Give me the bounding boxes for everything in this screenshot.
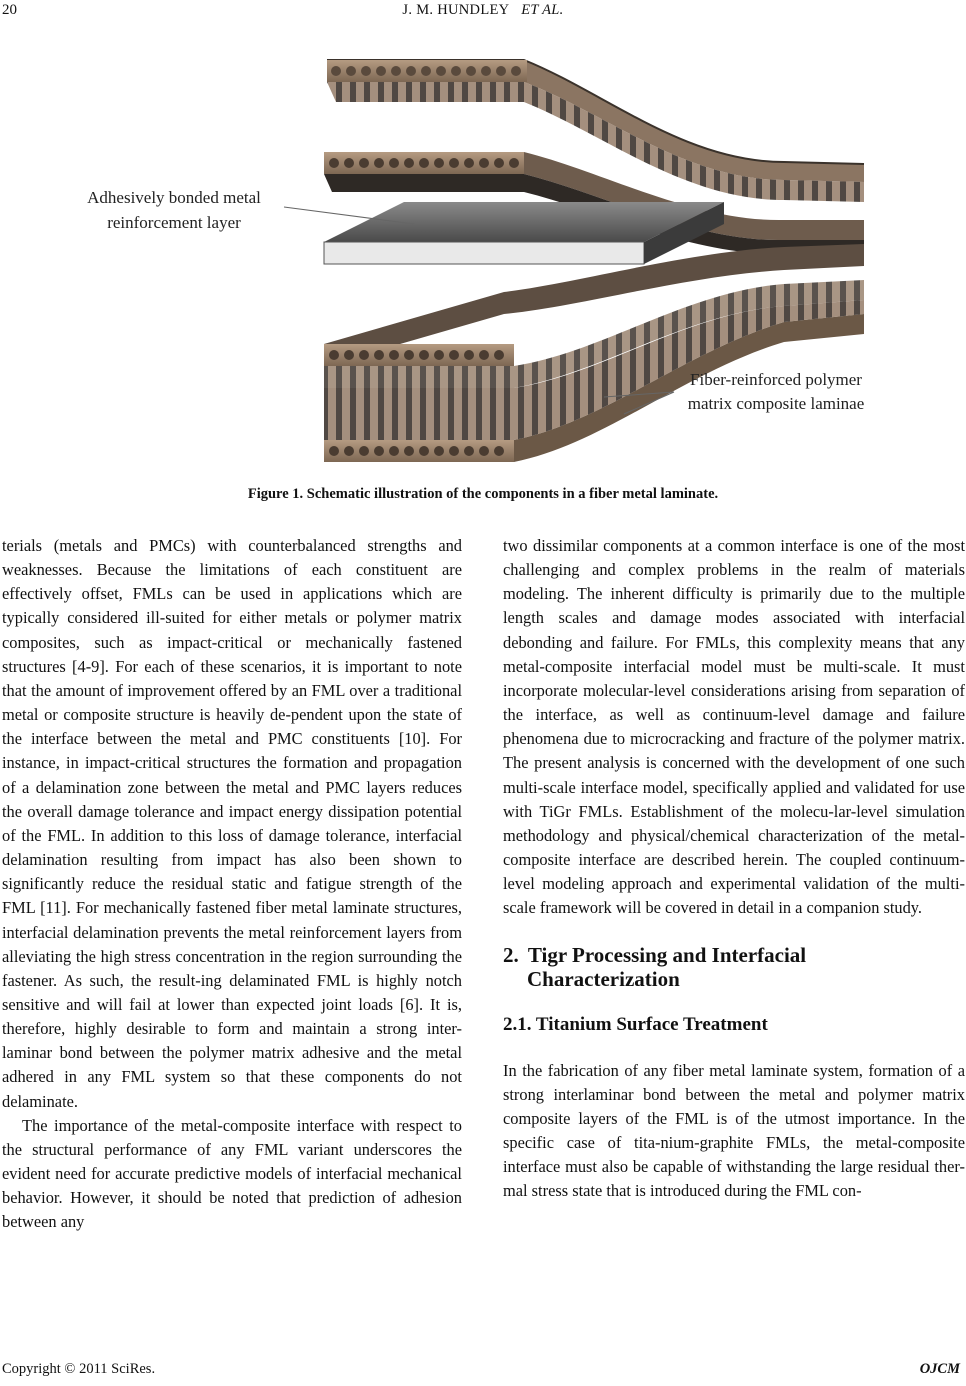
- figure-fml-schematic: [84, 52, 880, 472]
- footer-copyright: Copyright © 2011 SciRes.: [2, 1361, 156, 1377]
- subsection-heading: 2.1. Titanium Surface Treatment: [503, 1013, 768, 1035]
- right-paragraph-1: two dissimilar components at a common interface is one of the most challenging and complex problems in the realm of materials modeling. The inherent difficulty is primarily due to the multiple length scales and damage modes associated with interfacial debonding and failure. For FMLs, this complexity means that any metal-composite interfacial model must be multi-scale. It must incorporate molecular-level considerations arising from separation of the interface, as well as continuum-level damage and failure phenomena due to microcracking and fracture of the polymer matrix. The present analysis is concerned with the development of one such multi-scale interface model, specifically applied and validated for use with TiGr FMLs. Establishment of the molecu-lar-level simulation methodology and physical/chemical characterization of the metal-composite interface are described herein. The coupled continuum-level modeling approach and experimental validation of the multi-scale framework will be covered in detail in a companion study.: [503, 536, 965, 918]
- label-metal-line2: reinforcement layer: [107, 213, 241, 232]
- metal-reinforcement-layer: [324, 202, 724, 264]
- label-composite-line2: matrix composite laminae: [687, 394, 865, 413]
- section-number: 2.: [503, 942, 519, 967]
- label-composite-line1: Fiber-reinforced polymer: [690, 370, 862, 389]
- running-header: [0, 2, 966, 19]
- left-paragraph-1: terials (metals and PMCs) with counterbalanced strengths and weaknesses. Because the limitations of each constituent are effectively offset, FMLs can be used in applications which are typically considered ill-suited for either metals or polymer matrix composites, such as impact-critical or mechanically fastened structures [4-9]. For each of these scenarios, it is important to note that the amount of improvement offered by an FML over a traditional metal or composite structure is heavily de-pendent upon the state of the interface between the metal and PMC constituents [10]. For instance, in impact-critical structures the formation and propagation of a delamination zone between the metal and PMC layers reduces the overall damage tolerance and impact energy dissipation potential of the FML. In addition to this loss of damage tolerance, interfacial delamination resulting from impact has also been shown to significantly reduce the residual static and fatigue strength of the FML [11]. For mechanically fastened fiber metal laminate structures, interfacial delamination prevents the metal reinforcement layers from alleviating the high stress concentration in the region surrounding the fastener. As such, the result-ing delaminated FML is highly notch sensitive and will fail at lower than expected joint loads [6]. It is, therefore, highly desirable to form and maintain a strong inter-laminar bond between the polymer matrix adhesive and the metal adhered in any FML system so that these components do not delaminate.: [2, 536, 462, 1111]
- section-title-line2: Characterization: [527, 966, 680, 991]
- running-title-etal: ET AL.: [521, 2, 564, 18]
- right-column: [503, 534, 965, 1203]
- section-title-line1: Tigr Processing and Interfacial: [527, 942, 807, 967]
- label-metal-line1: Adhesively bonded metal: [87, 188, 261, 207]
- figure-caption: Figure 1. Schematic illustration of the components in a fiber metal laminate.: [247, 486, 719, 502]
- section-heading: [503, 943, 965, 991]
- running-title-authors: J. M. HUNDLEY: [402, 2, 510, 18]
- left-column: [2, 534, 462, 1235]
- right-paragraph-2: In the fabrication of any fiber metal laminate system, formation of a strong interlaminar bond between the metal and polymer matrix composite layers of the FML is of the utmost importance. In the specific case of tita-nium-graphite FMLs, the metal-composite interface must also be capable of withstanding the large residual ther-mal stress state that is introduced during the FML con-: [503, 1060, 965, 1201]
- footer-journal: OJCM: [919, 1361, 960, 1377]
- left-paragraph-2: The importance of the metal-composite interface with respect to the structural performance of any FML variant underscores the evident need for accurate predictive models of interfacial mechanical behavior. However, it should be noted that prediction of adhesion between any: [2, 1115, 462, 1232]
- fml-illustration: [84, 52, 880, 472]
- page-number: 20: [2, 2, 17, 18]
